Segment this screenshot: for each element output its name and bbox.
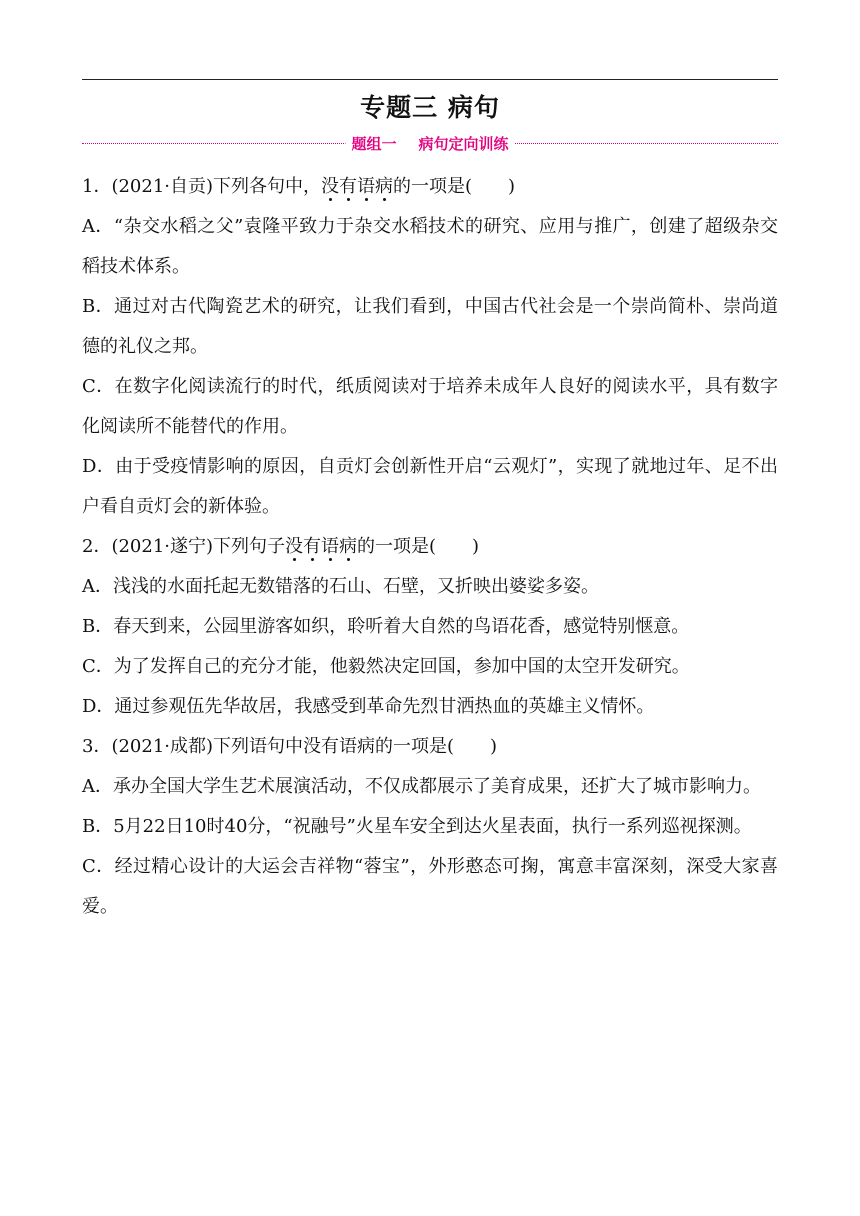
page-title: 专题三 病句 <box>360 93 500 122</box>
emphasis-char: 有 <box>339 176 358 197</box>
emphasis-char: 病 <box>375 176 394 197</box>
question-1-option-d: D．由于受疫情影响的原因，自贡灯会创新性开启“云观灯”，实现了就地过年、足不出户看自贡灯会的新体验。 <box>82 456 778 517</box>
question-1-stem: 1．(2021·自贡)下列各句中，没有语病的一项是( ) <box>82 176 516 197</box>
question-1-option-b: B．通过对古代陶瓷艺术的研究，让我们看到，中国古代社会是一个崇尚简朴、崇尚道德的礼仪之邦。 <box>82 296 778 357</box>
question-3-option-c: C．经过精心设计的大运会吉祥物“蓉宝”，外形憨态可掬，寓意丰富深刻，深受大家喜爱。 <box>82 856 778 917</box>
question-1-option-c: C．在数字化阅读流行的时代，纸质阅读对于培养未成年人良好的阅读水平，具有数字化阅读所不能替代的作用。 <box>82 376 778 437</box>
section-group: 题组一 <box>351 135 397 153</box>
section-name: 病句定向训练 <box>418 135 509 153</box>
emphasis-char: 语 <box>357 176 376 197</box>
header-rule <box>82 79 778 80</box>
question-2-option-a: A．浅浅的水面托起无数错落的石山、石壁，又折映出婆娑多姿。 <box>82 576 599 597</box>
question-2-option-b: B．春天到来，公园里游客如织，聆听着大自然的鸟语花香，感觉特别惬意。 <box>82 616 690 637</box>
question-3-option-b: B．5月22日10时40分，“祝融号”火星车安全到达火星表面，执行一系列巡视探测。 <box>82 816 752 837</box>
question-3-stem: 3．(2021·成都)下列语句中没有语病的一项是( ) <box>82 736 498 757</box>
emphasis-char: 有 <box>303 536 322 557</box>
emphasis-char: 没 <box>285 536 304 557</box>
section-label <box>345 133 514 155</box>
question-1-option-a: A．“杂交水稻之父”袁隆平致力于杂交水稻技术的研究、应用与推广，创建了超级杂交稻技术体系。 <box>82 216 778 277</box>
emphasis-char: 语 <box>321 536 340 557</box>
section-heading <box>82 133 778 155</box>
question-3-option-a: A．承办全国大学生艺术展演活动，不仅成都展示了美育成果，还扩大了城市影响力。 <box>82 776 761 797</box>
question-list <box>82 167 778 927</box>
emphasis-char: 没 <box>321 176 340 197</box>
question-2-stem: 2．(2021·遂宁)下列句子没有语病的一项是( ) <box>82 536 480 557</box>
emphasis-char: 病 <box>339 536 358 557</box>
question-2-option-d: D．通过参观伍先华故居，我感受到革命先烈甘洒热血的英雄主义情怀。 <box>82 696 655 717</box>
question-2-option-c: C．为了发挥自己的充分才能，他毅然决定回国，参加中国的太空开发研究。 <box>82 656 690 677</box>
